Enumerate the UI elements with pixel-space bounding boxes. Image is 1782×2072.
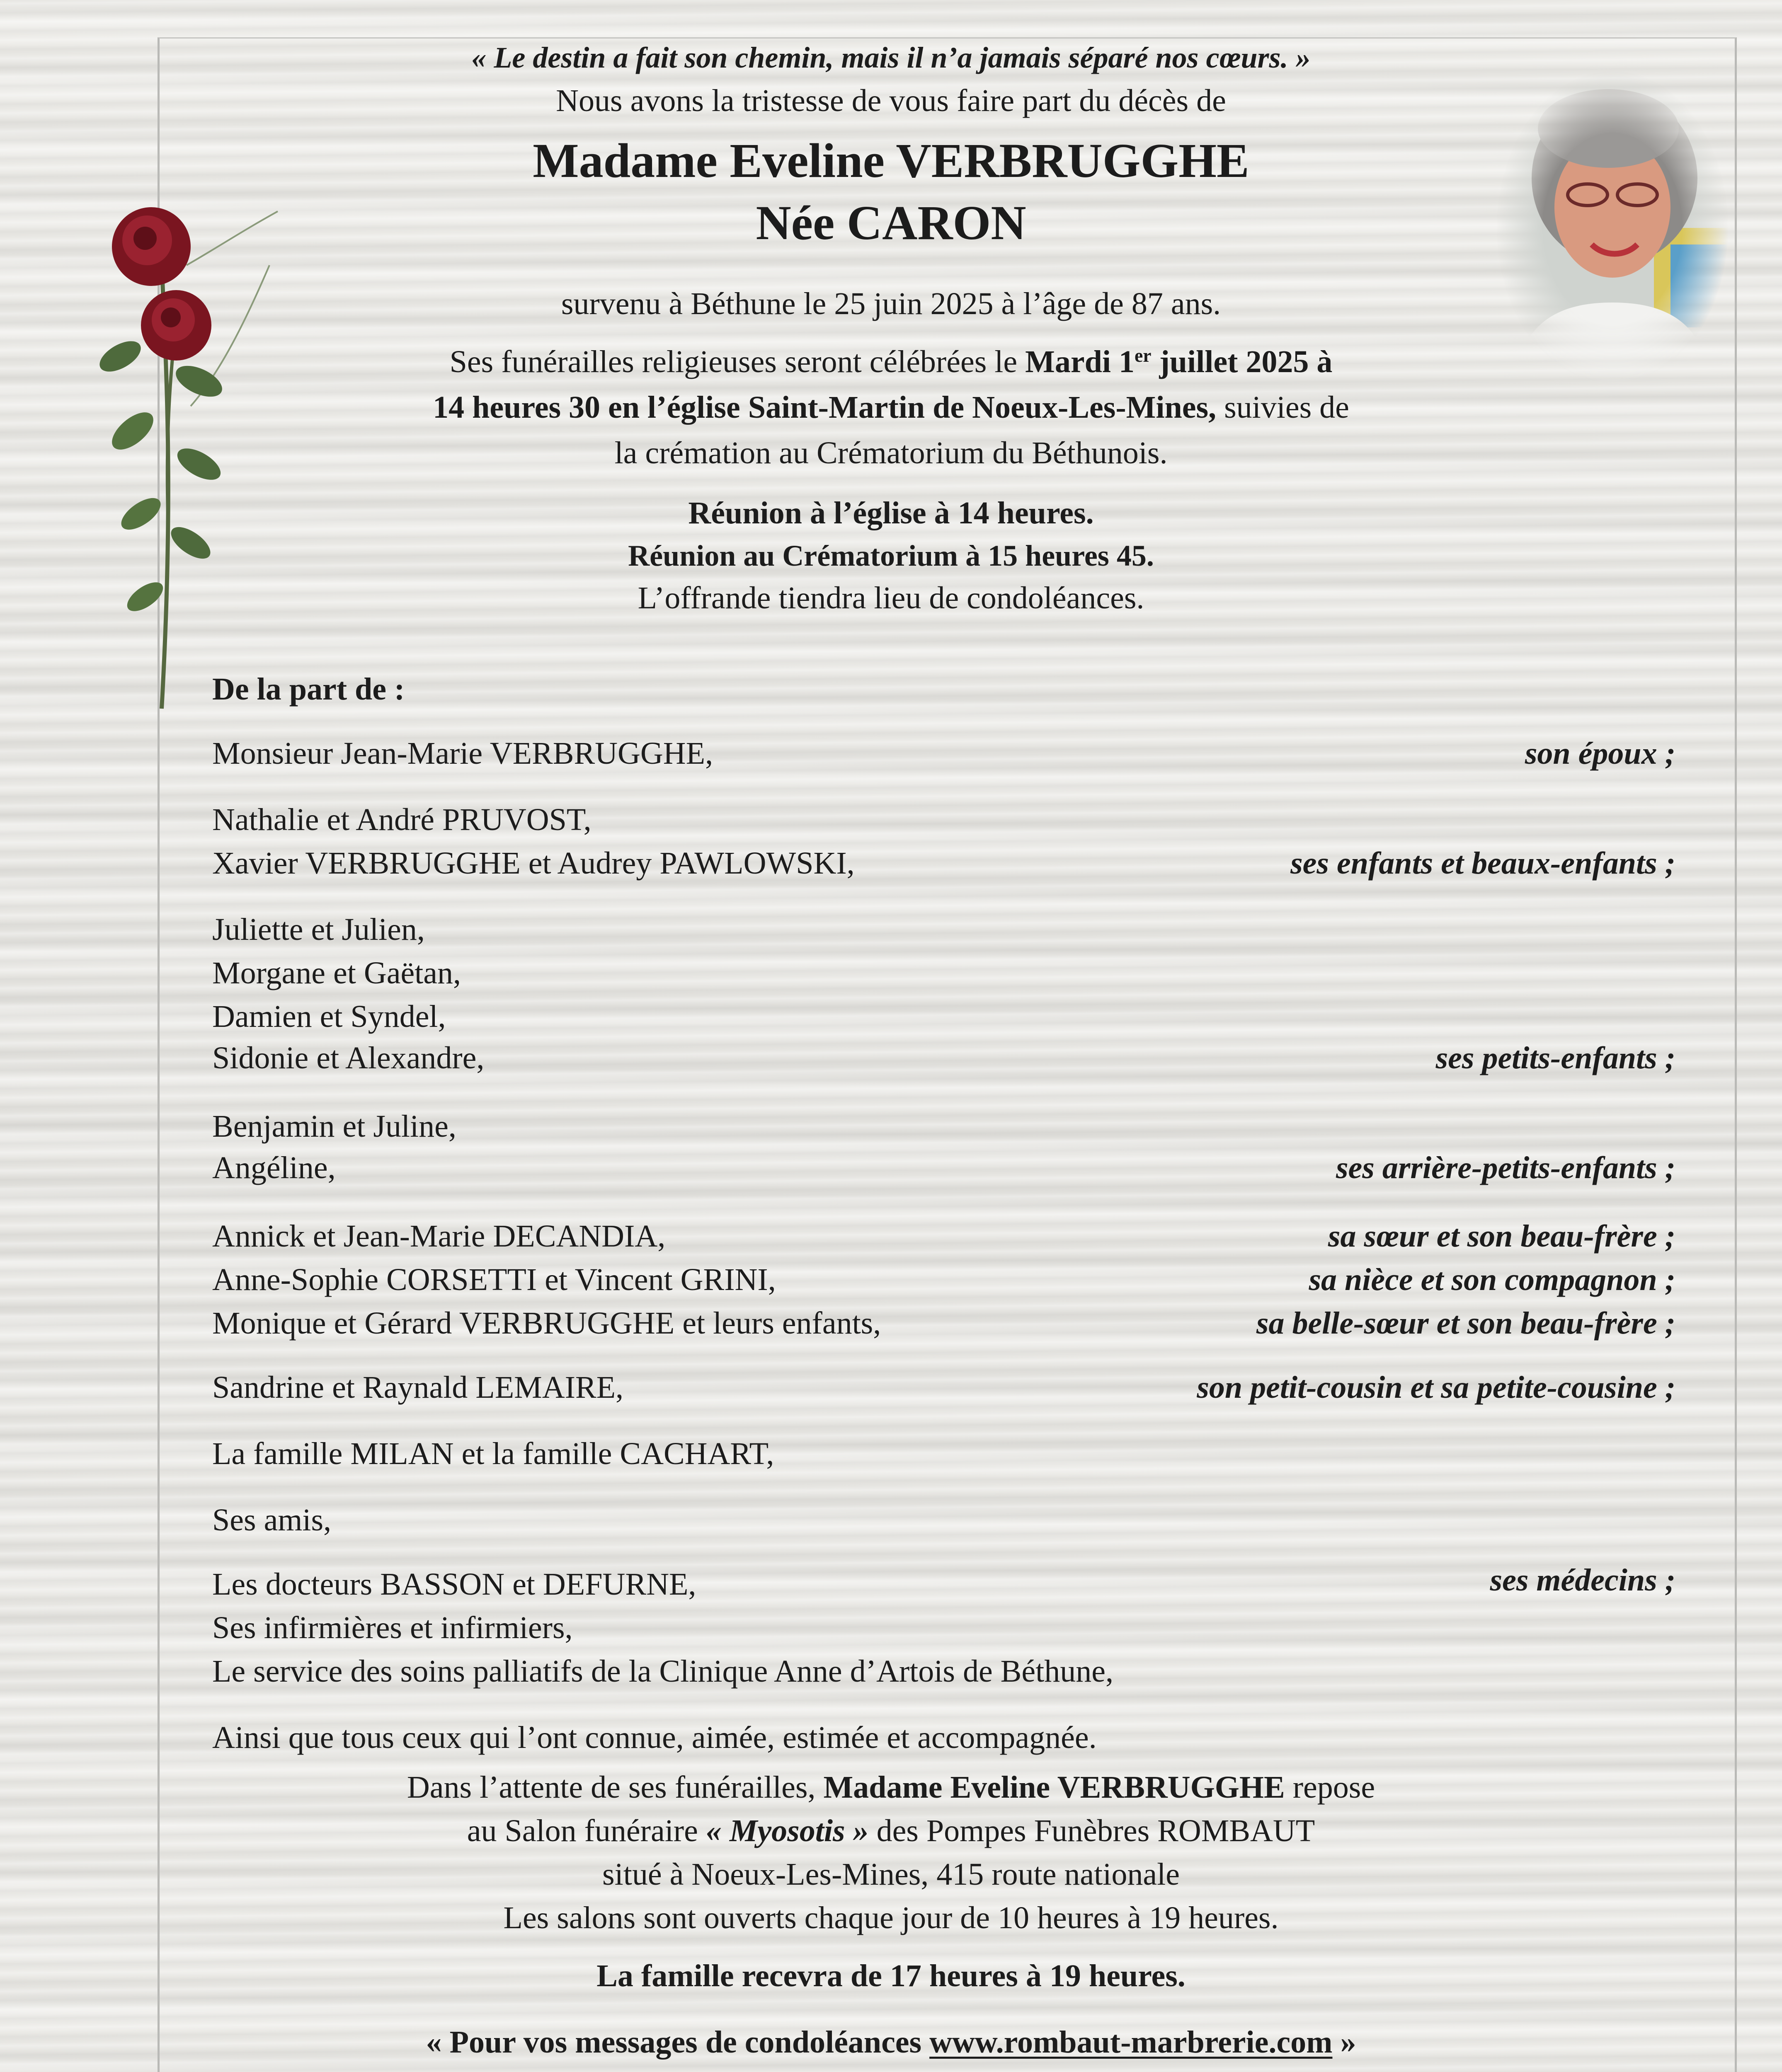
family-reception: La famille recevra de 17 heures à 19 heures. — [596, 1958, 1186, 1993]
grandchild-name-3: Damien et Syndel, — [212, 999, 446, 1034]
sibling-name-3: Monique et Gérard VERBRUGGHE et leurs enfants, — [212, 1306, 881, 1341]
sibling-relation-3: sa belle-sœur et son beau-frère ; — [1256, 1306, 1675, 1341]
rest-line-1 — [0, 1769, 1782, 1806]
child-name-2: Xavier VERBRUGGHE et Audrey PAWLOWSKI, — [212, 846, 855, 881]
messages-suffix: » — [1332, 2025, 1356, 2060]
children-relation: ses enfants et beaux-enfants ; — [1290, 846, 1675, 881]
sibling-relation-1: sa sœur et son beau-frère ; — [1328, 1219, 1675, 1254]
ceremony-month: juillet 2025 à — [1151, 344, 1333, 379]
sibling-relation-2: sa nièce et son compagnon ; — [1309, 1262, 1675, 1297]
great-grandchild-name-2: Angéline, — [212, 1150, 336, 1185]
salon-intro: au Salon funéraire — [467, 1813, 706, 1848]
great-grandchildren-relation: ses arrière-petits-enfants ; — [1336, 1150, 1675, 1185]
intro-line: Nous avons la tristesse de vous faire part du décès de — [556, 83, 1226, 118]
rest-verb: repose — [1285, 1770, 1375, 1805]
maiden-name: Née CARON — [756, 196, 1026, 250]
grandchild-name-1: Juliette et Julien, — [212, 912, 425, 947]
rest-name: Madame Eveline VERBRUGGHE — [823, 1770, 1285, 1805]
rest-line-2 — [0, 1813, 1782, 1849]
ceremony-place: 14 heures 30 en l’église Saint-Martin de Noeux-Les-Mines, — [433, 390, 1217, 425]
website-link[interactable]: www.rombaut-marbrerie.com — [929, 2025, 1333, 2060]
ceremony-line-3: la crémation au Crématorium du Béthunois. — [614, 436, 1168, 470]
meeting-church: Réunion à l’église à 14 heures. — [688, 496, 1094, 530]
great-grandchild-name-1: Benjamin et Juline, — [212, 1109, 456, 1144]
rest-intro: Dans l’attente de ses funérailles, — [407, 1770, 824, 1805]
grandchild-name-4: Sidonie et Alexandre, — [212, 1041, 485, 1075]
ceremony-text: Ses funérailles religieuses seront célébrées le — [449, 344, 1026, 379]
grandchild-name-2: Morgane et Gaëtan, — [212, 956, 461, 990]
doctors-line: Les docteurs BASSON et DEFURNE, — [212, 1567, 696, 1602]
salon-hours: Les salons sont ouverts chaque jour de 10 heures à 19 heures. — [503, 1900, 1279, 1935]
spouse-relation: son époux ; — [1525, 736, 1675, 771]
friends-line: Ses amis, — [212, 1503, 332, 1537]
cousin-relation: son petit-cousin et sa petite-cousine ; — [1197, 1370, 1675, 1405]
others-line: Ainsi que tous ceux qui l’ont connue, aimée, estimée et accompagnée. — [212, 1720, 1097, 1755]
ceremony-date — [1025, 344, 1332, 379]
salon-address: situé à Noeux-Les-Mines, 415 route nationale — [602, 1857, 1180, 1892]
doctors-relation: ses médecins ; — [1490, 1563, 1675, 1598]
ceremony-day: Mardi 1 — [1025, 344, 1135, 379]
grandchildren-relation: ses petits-enfants ; — [1435, 1041, 1675, 1075]
sibling-name-2: Anne-Sophie CORSETTI et Vincent GRINI, — [212, 1262, 776, 1297]
families-line: La famille MILAN et la famille CACHART, — [212, 1436, 774, 1471]
ceremony-followed: suivies de — [1216, 390, 1349, 425]
offering-line: L’offrande tiendra lieu de condoléances. — [638, 581, 1144, 615]
child-name-1: Nathalie et André PRUVOST, — [212, 802, 592, 837]
messages-prefix: « Pour vos messages de condoléances — [426, 2025, 930, 2060]
salon-company: des Pompes Funèbres ROMBAUT — [868, 1813, 1315, 1848]
ceremony-day-sup: er — [1134, 344, 1152, 366]
nurses-line: Ses infirmières et infirmiers, — [212, 1610, 573, 1645]
deceased-name: Madame Eveline VERBRUGGHE — [533, 133, 1249, 188]
spouse-name: Monsieur Jean-Marie VERBRUGGHE, — [212, 736, 713, 771]
epitaph-quote: « Le destin a fait son chemin, mais il n’a jamais séparé nos cœurs. » — [471, 41, 1311, 74]
sibling-name-1: Annick et Jean-Marie DECANDIA, — [212, 1219, 666, 1254]
palliative-line: Le service des soins palliatifs de la Clinique Anne d’Artois de Béthune, — [212, 1654, 1113, 1689]
death-notice: survenu à Béthune le 25 juin 2025 à l’âge de 87 ans. — [561, 286, 1221, 321]
family-heading: De la part de : — [212, 672, 405, 707]
condolence-messages — [0, 2024, 1782, 2060]
ceremony-line-1 — [0, 344, 1782, 380]
salon-name: « Myosotis » — [706, 1813, 869, 1848]
meeting-crematorium: Réunion au Crématorium à 15 heures 45. — [628, 539, 1154, 572]
ceremony-line-2 — [0, 390, 1782, 426]
cousin-name: Sandrine et Raynald LEMAIRE, — [212, 1370, 624, 1405]
